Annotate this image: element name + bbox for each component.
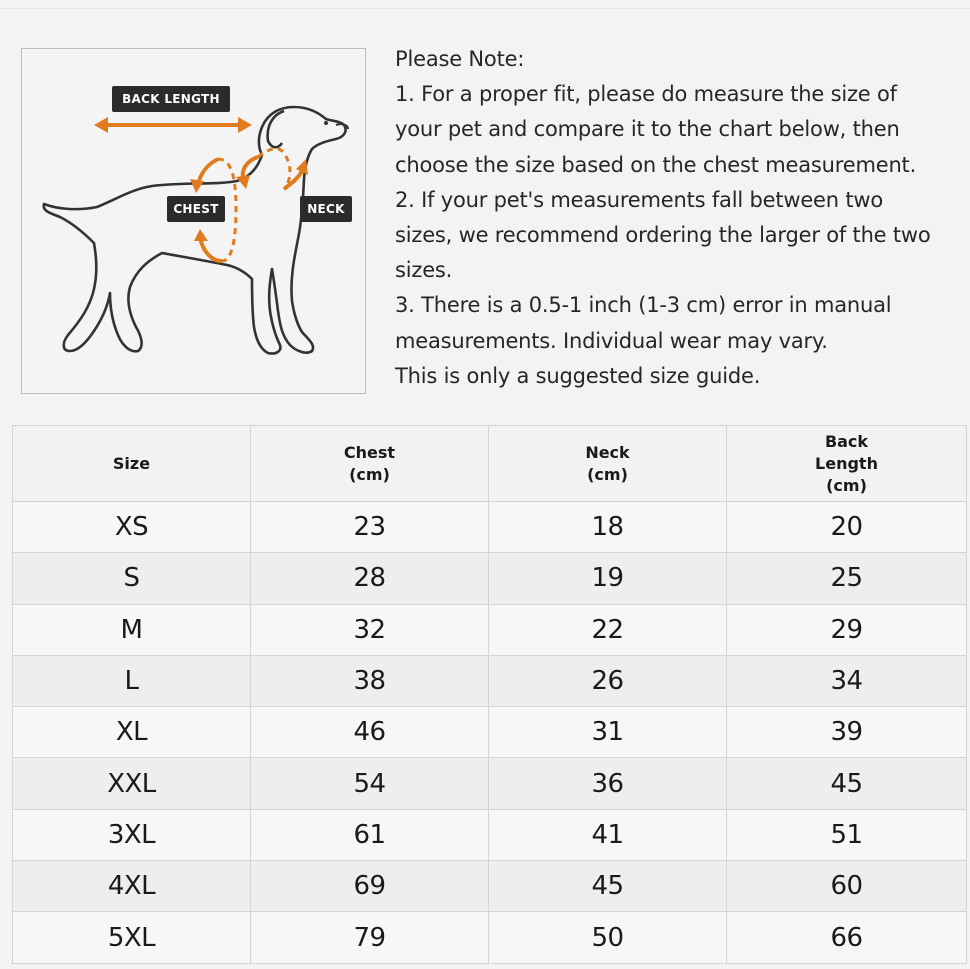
back-length-cell: 39: [727, 707, 967, 758]
note-line: This is only a suggested size guide.: [395, 363, 761, 388]
notes-heading: Please Note:: [395, 47, 525, 71]
header-text: Back: [824, 431, 869, 451]
chest-cell: 69: [251, 861, 489, 912]
header-text: Length: [815, 453, 878, 473]
size-cell: XL: [13, 707, 251, 758]
neck-cell: 19: [489, 553, 727, 604]
size-cell: M: [13, 604, 251, 655]
chest-cell: 79: [251, 912, 489, 963]
table-row: [13, 604, 967, 655]
header-back-length: [727, 426, 967, 502]
back-length-cell: 20: [727, 502, 967, 553]
back-length-cell: 29: [727, 604, 967, 655]
header-unit: (cm): [826, 475, 867, 495]
size-notes: [395, 42, 965, 394]
top-divider: [0, 8, 970, 9]
header-text: Chest: [343, 442, 396, 462]
chest-cell: 54: [251, 758, 489, 809]
back-length-cell: 34: [727, 655, 967, 706]
neck-cell: 41: [489, 809, 727, 860]
header-text: Neck: [585, 442, 630, 462]
size-cell: 4XL: [13, 861, 251, 912]
size-cell: L: [13, 655, 251, 706]
note-line: 1. For a proper fit, please do measure the size of: [395, 82, 897, 107]
header-size: [13, 426, 251, 502]
back-length-label: BACK LENGTH: [112, 86, 230, 112]
size-cell: XS: [13, 502, 251, 553]
size-chart-table: [12, 425, 967, 964]
neck-cell: 18: [489, 502, 727, 553]
back-length-cell: 45: [727, 758, 967, 809]
neck-cell: 50: [489, 912, 727, 963]
neck-label: NECK: [300, 196, 352, 222]
chest-cell: 28: [251, 553, 489, 604]
size-cell: XXL: [13, 758, 251, 809]
header-text: Size: [112, 453, 151, 473]
table-row: [13, 912, 967, 963]
chest-cell: 61: [251, 809, 489, 860]
chest-cell: 23: [251, 502, 489, 553]
table-header-row: [13, 426, 967, 502]
back-length-cell: 25: [727, 553, 967, 604]
back-length-cell: 66: [727, 912, 967, 963]
table-row: [13, 861, 967, 912]
back-length-cell: 51: [727, 809, 967, 860]
size-cell: 3XL: [13, 809, 251, 860]
header-unit: (cm): [349, 464, 390, 484]
back-length-cell: 60: [727, 861, 967, 912]
note-line: your pet and compare it to the chart below, then: [395, 117, 900, 142]
neck-cell: 31: [489, 707, 727, 758]
note-line: choose the size based on the chest measurement.: [395, 152, 917, 177]
table-row: [13, 707, 967, 758]
header-neck: [489, 426, 727, 502]
table-row: [13, 502, 967, 553]
size-cell: 5XL: [13, 912, 251, 963]
note-line: 2. If your pet's measurements fall between two: [395, 187, 884, 212]
chest-label: CHEST: [167, 196, 225, 222]
size-cell: S: [13, 553, 251, 604]
chest-cell: 46: [251, 707, 489, 758]
note-line: measurements. Individual wear may vary.: [395, 328, 828, 353]
neck-cell: 22: [489, 604, 727, 655]
chest-cell: 38: [251, 655, 489, 706]
chest-cell: 32: [251, 604, 489, 655]
header-chest: [251, 426, 489, 502]
note-line: sizes, we recommend ordering the larger of the two: [395, 223, 931, 248]
neck-cell: 36: [489, 758, 727, 809]
header-unit: (cm): [587, 464, 628, 484]
note-line: sizes.: [395, 258, 453, 283]
note-line: 3. There is a 0.5-1 inch (1-3 cm) error in manual: [395, 293, 892, 318]
neck-cell: 26: [489, 655, 727, 706]
table-row: [13, 809, 967, 860]
measurement-diagram: [21, 48, 366, 394]
neck-cell: 45: [489, 861, 727, 912]
table-row: [13, 655, 967, 706]
table-row: [13, 758, 967, 809]
table-row: [13, 553, 967, 604]
